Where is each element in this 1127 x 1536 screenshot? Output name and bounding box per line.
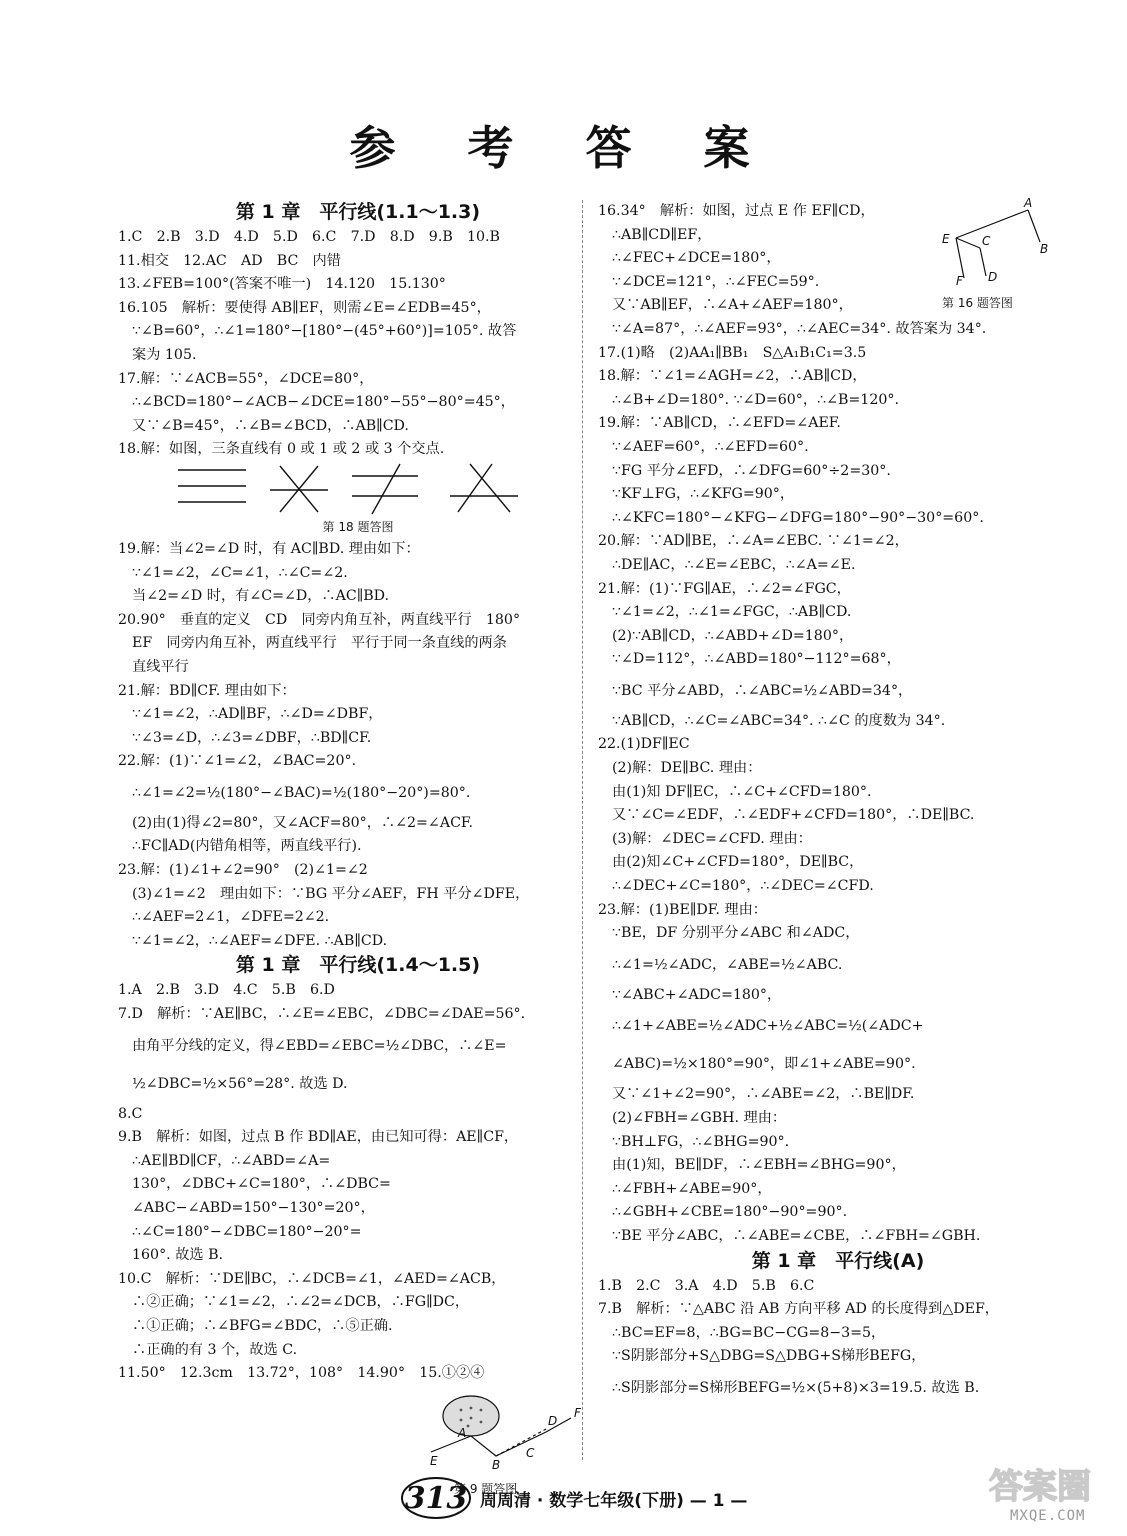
answer-line: 22.解：(1)∵∠1=∠2，∠BAC=20°.	[118, 753, 357, 770]
answer-line: ∴DE∥AC，∴∠E=∠EBC，∴∠A=∠E.	[612, 556, 856, 573]
answer-line: ∵∠DCE=121°，∴∠FEC=59°.	[612, 273, 820, 290]
answer-line: ∵∠AEF=60°，∴∠EFD=60°.	[612, 438, 809, 455]
answer-line: ∴FC∥AD(内错角相等，两直线平行).	[132, 838, 362, 855]
answer-line: ∴∠DEC+∠C=180°，∴∠DEC=∠CFD.	[612, 878, 874, 895]
answer-line: ∵∠A=87°，∴∠AEF=93°，∴∠AEC=34°. 故答案为 34°.	[612, 320, 987, 337]
figure-16-caption: 第 16 题答图	[942, 296, 1013, 310]
watermark-url: MXQE.COM	[1010, 1508, 1086, 1524]
section-heading: 第 1 章 平行线(1.4～1.5)	[235, 954, 481, 977]
publisher-logo	[400, 1468, 472, 1524]
answer-line: ∵AB∥CD，∴∠C=∠ABC=34°. ∴∠C 的度数为 34°.	[612, 712, 946, 729]
answer-line: ∴∠AEF=2∠1，∠DFE=2∠2.	[132, 909, 330, 926]
figure-9-label: E	[430, 1454, 438, 1468]
answer-line: ∴∠FBH+∠ABE=90°，	[612, 1180, 772, 1197]
answer-line: ∴AE∥BD∥CF，∴∠ABD=∠A=	[132, 1152, 331, 1169]
answer-line: 17.解：∵∠ACB=55°，∠DCE=80°，	[118, 370, 374, 387]
figure-16-label: F	[956, 274, 963, 288]
figure-16-label: A	[1024, 196, 1033, 210]
answer-line: ∵∠1=∠2，∴AD∥BF，∴∠D=∠DBF，	[132, 706, 383, 723]
answer-line: 7.B 解析：∵△ABC 沿 AB 方向平移 AD 的长度得到△DEF，	[598, 1301, 999, 1318]
answer-line: 18.解：如图，三条直线有 0 或 1 或 2 或 3 个交点.	[118, 441, 445, 458]
answer-line: ∵∠B=60°，∴∠1=180°−[180°−(45°+60°)]=105°. 故答	[132, 323, 517, 340]
figure-16	[936, 196, 1066, 312]
figure-9-label: D	[548, 1414, 558, 1428]
answer-line: ∵FG 平分∠EFD，∴∠DFG=60°÷2=30°.	[612, 462, 891, 479]
answer-line: 130°，∠DBC+∠C=180°，∴∠DBC=	[132, 1176, 391, 1193]
figure-16-label: D	[988, 270, 998, 284]
answer-line: 8.C	[118, 1105, 143, 1122]
publisher-logo-text: 313	[404, 1481, 468, 1516]
answer-line: 23.解：(1)∠1+∠2=90° (2)∠1=∠2	[118, 862, 368, 879]
answer-line: (2)∠FBH=∠GBH. 理由：	[612, 1110, 787, 1126]
answer-line: 直线平行	[132, 658, 189, 675]
figure-18	[118, 462, 598, 520]
left-column	[118, 200, 598, 1496]
answer-line: 11.相交 12.AC AD BC 内错	[118, 252, 341, 269]
answer-line: 23.解：(1)BE∥DF. 理由：	[598, 901, 767, 918]
answer-line: ∴①正确；∴∠BFG=∠BDC，∴⑤正确.	[132, 1317, 393, 1334]
answer-line: 由角平分线的定义，得∠EBD=∠EBC=½∠DBC，∴∠E=	[132, 1037, 507, 1054]
section-heading: 第 1 章 平行线(A)	[751, 1249, 925, 1272]
figure-9-label: B	[492, 1458, 501, 1472]
answer-line: ∵∠1=∠2，∴∠AEF=∠DFE. ∴AB∥CD.	[132, 932, 388, 949]
answer-line: ∴②正确；∵∠1=∠2，∴∠2=∠DCB，∴FG∥DC，	[132, 1294, 470, 1311]
answer-line: 19.解：当∠2=∠D 时，有 AC∥BD. 理由如下：	[118, 540, 420, 557]
figure-18-caption: 第 18 题答图	[322, 519, 394, 534]
figure-9-label: C	[526, 1446, 535, 1460]
answer-line: 16.34° 解析：如图，过点 E 作 EF∥CD，	[598, 203, 875, 219]
page-footer	[400, 1468, 800, 1528]
answer-line: ∵S阴影部分+S△DBG=S△DBG+S梯形BEFG，	[612, 1348, 926, 1365]
answer-line: 16.105 解析：要使得 AB∥EF，则需∠E=∠EDB=45°，	[118, 299, 491, 316]
answer-line: ∴∠1=∠2=½(180°−∠BAC)=½(180°−20°)=80°.	[132, 784, 471, 801]
answer-line: 1.B 2.C 3.A 4.D 5.B 6.C	[598, 1277, 815, 1294]
figure-16-label: B	[1040, 242, 1049, 256]
answer-line: 1.C 2.B 3.D 4.D 5.D 6.C 7.D 8.D 9.B 10.B	[118, 229, 500, 245]
answer-line: 由(2)知∠C+∠CFD=180°，DE∥BC，	[612, 854, 864, 871]
answer-line: ∵∠1=∠2，∠C=∠1，∴∠C=∠2.	[132, 564, 348, 581]
answer-line: ∠ABC−∠ABD=150°−130°=20°，	[132, 1200, 375, 1216]
answer-line: 13.∠FEB=100°(答案不唯一) 14.120 15.130°	[118, 276, 446, 293]
figure-16-label: E	[942, 232, 950, 246]
answer-line: 当∠2=∠D 时，有∠C=∠D，∴AC∥BD.	[132, 588, 390, 605]
answer-line: 20.90° 垂直的定义 CD 同旁内角互补，两直线平行 180°	[118, 611, 521, 628]
answer-line: 又∵AB∥EF，∴∠A+∠AEF=180°，	[612, 297, 853, 314]
answer-line: ∠ABC)=½×180°=90°，即∠1+∠ABE=90°.	[612, 1056, 916, 1073]
answer-line: ∵∠3=∠D，∴∠3=∠DBF，∴BD∥CF.	[132, 729, 372, 746]
answer-line: ∴BC=EF=8，∴BG=BC−CG=8−3=5，	[612, 1324, 886, 1341]
answer-line: 又∵∠C=∠EDF，∴∠EDF+∠CFD=180°，∴DE∥BC.	[612, 807, 975, 824]
answer-line: ∴∠KFC=180°−∠KFG−∠DFG=180°−90°−30°=60°.	[612, 509, 984, 526]
answer-line: (2)∵AB∥CD，∴∠ABD+∠D=180°，	[612, 627, 854, 644]
answer-line: ∴∠GBH+∠CBE=180°−90°=90°.	[612, 1204, 848, 1221]
answer-line: 22.(1)DF∥EC	[598, 736, 690, 753]
figure-9-label: F	[574, 1406, 581, 1420]
answer-line: 20.解：∵AD∥BE，∴∠A=∠EBC. ∵∠1=∠2，	[598, 533, 909, 550]
answer-line: 又∵∠B=45°，∴∠B=∠BCD，∴AB∥CD.	[132, 417, 409, 434]
answer-line: ∴正确的有 3 个，故选 C.	[132, 1341, 298, 1358]
answer-line: ∵BE，DF 分别平分∠ABC 和∠ADC，	[612, 925, 860, 942]
answer-line: ∴∠1+∠ABE=½∠ADC+½∠ABC=½(∠ADC+	[612, 1018, 924, 1035]
answer-line: ∴S阴影部分=S梯形BEFG=½×(5+8)×3=19.5. 故选 B.	[612, 1379, 980, 1396]
answer-line: 160°. 故选 B.	[132, 1247, 224, 1264]
answer-line: 19.解：∵AB∥CD，∴∠EFD=∠AEF.	[598, 415, 841, 432]
figure-9-label: A	[458, 1426, 467, 1440]
answer-line: (3)∠1=∠2 理由如下：∵BG 平分∠AEF，FH 平分∠DFE，	[132, 885, 530, 902]
answer-line: ∴∠BCD=180°−∠ACB−∠DCE=180°−55°−80°=45°，	[132, 394, 515, 411]
answer-line: 17.(1)略 (2)AA₁∥BB₁ S△A₁B₁C₁=3.5	[598, 344, 867, 361]
answer-line: ∴∠FEC+∠DCE=180°，	[612, 250, 781, 267]
watermark-logo	[940, 1462, 1120, 1510]
answer-line: 21.解：(1)∵FG∥AE，∴∠2=∠FGC，	[598, 580, 851, 597]
answer-line: 1.A 2.B 3.D 4.C 5.B 6.D	[118, 982, 335, 999]
answer-line: ∵KF⊥FG，∴∠KFG=90°，	[612, 486, 795, 503]
right-column	[598, 196, 1078, 1407]
watermark-logo-text: 答案圈	[989, 1467, 1091, 1507]
answer-line: 21.解：BD∥CF. 理由如下：	[118, 682, 296, 699]
answer-line: (3)解：∠DEC=∠CFD. 理由：	[612, 830, 812, 847]
answer-line: 由(1)知，BE∥DF，∴∠EBH=∠BHG=90°，	[612, 1157, 906, 1174]
answer-line: (2)由(1)得∠2=80°，又∠ACF=80°，∴∠2=∠ACF.	[132, 814, 474, 831]
answer-line: ∵∠D=112°，∴∠ABD=180°−112°=68°，	[612, 651, 901, 668]
answer-line: ∵BC 平分∠ABD，∴∠ABC=½∠ABD=34°，	[612, 682, 913, 699]
answer-line: ∴AB∥CD∥EF，	[612, 226, 712, 243]
answer-line: 18.解：∵∠1=∠AGH=∠2，∴AB∥CD，	[598, 368, 867, 385]
answer-line: 又∵∠1+∠2=90°，∴∠ABE=∠2，∴BE∥DF.	[612, 1086, 915, 1103]
answer-line: (2)解：DE∥BC. 理由：	[612, 760, 762, 777]
figure-9-caption: 第 9 题答图	[454, 1482, 518, 1496]
figure-16-label: C	[982, 234, 991, 248]
answer-line: 案为 105.	[132, 346, 197, 363]
answer-line: ½∠DBC=½×56°=28°. 故选 D.	[132, 1075, 348, 1092]
answer-line: ∴∠C=180°−∠DBC=180°−20°=	[132, 1223, 362, 1240]
answer-line: ∵∠1=∠2，∴∠1=∠FGC，∴AB∥CD.	[612, 604, 852, 621]
answer-line: ∴∠1=½∠ADC，∠ABE=½∠ABC.	[612, 956, 843, 973]
answer-line: 7.D 解析：∵AE∥BC，∴∠E=∠EBC，∠DBC=∠DAE=56°.	[118, 1006, 526, 1023]
page-title: 参 考 答 案	[349, 121, 778, 175]
answer-line: ∵BH⊥FG，∴∠BHG=90°.	[612, 1133, 790, 1150]
answer-line: EF 同旁内角互补，两直线平行 平行于同一条直线的两条	[132, 635, 507, 652]
answer-line: 由(1)知 DF∥EC，∴∠C+∠CFD=180°.	[612, 783, 872, 800]
answer-line: ∵BE 平分∠ABC，∴∠ABE=∠CBE，∴∠FBH=∠GBH.	[612, 1227, 981, 1244]
answer-line: 11.50° 12.3cm 13.72°，108° 14.90° 15.①②④	[118, 1365, 485, 1382]
answer-line: ∵∠ABC+∠ADC=180°，	[612, 986, 782, 1003]
answer-line: ∴∠B+∠D=180°. ∵∠D=60°，∴∠B=120°.	[612, 391, 899, 408]
answer-line: 10.C 解析：∵DE∥BC，∴∠DCB=∠1，∠AED=∠ACB，	[118, 1270, 506, 1287]
figure-18-diagram	[118, 462, 598, 520]
footer-text: 周周清 · 数学七年级(下册) — 1 —	[480, 1491, 748, 1511]
watermark	[940, 1462, 1120, 1532]
answer-line: 9.B 解析：如图，过点 B 作 BD∥AE，由已知可得：AE∥CF，	[118, 1129, 519, 1146]
section-heading: 第 1 章 平行线(1.1～1.3)	[235, 201, 481, 223]
